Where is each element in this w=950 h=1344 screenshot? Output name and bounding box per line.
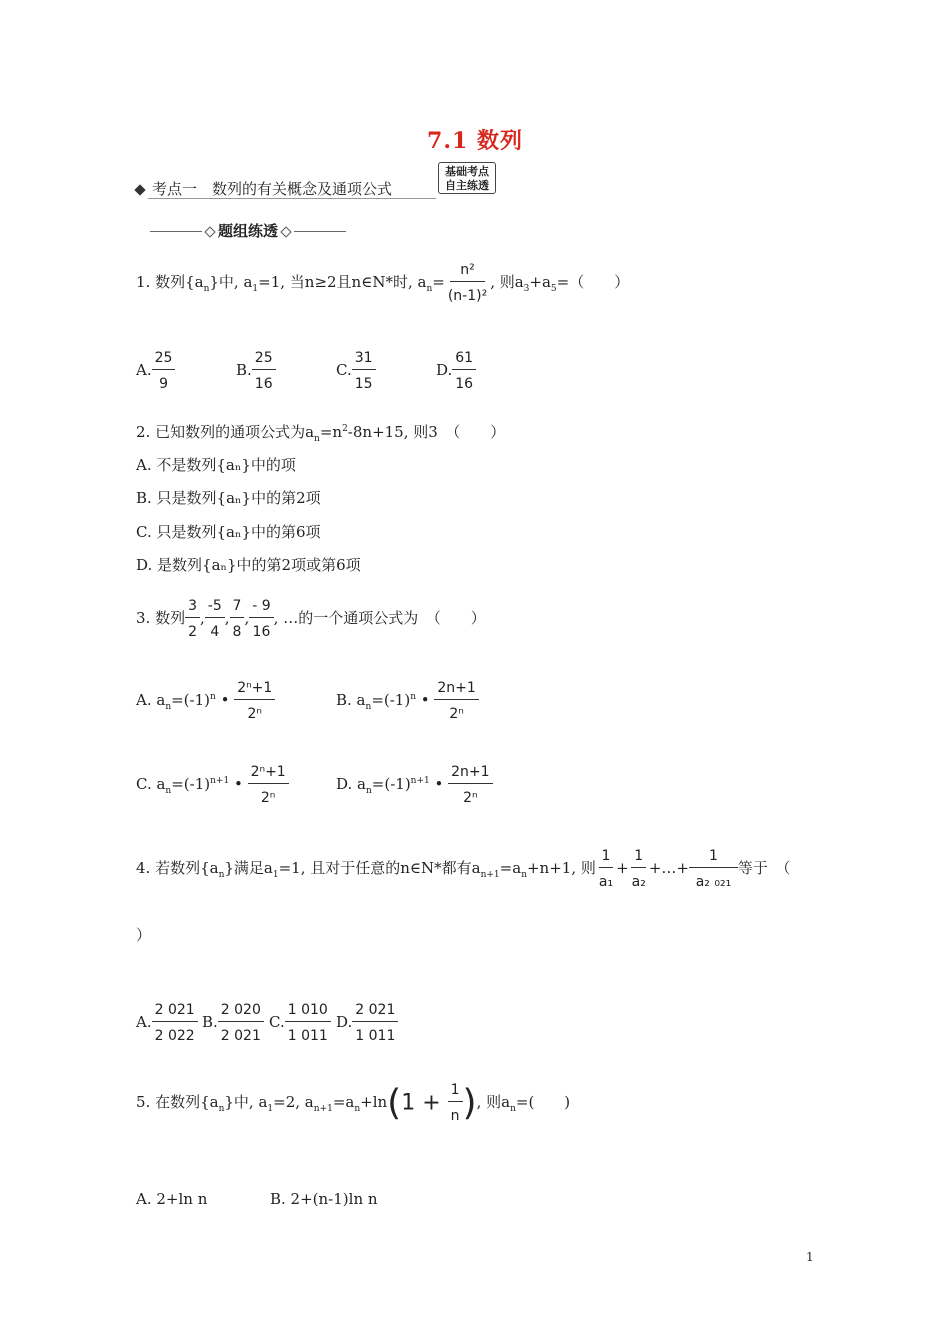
denominator: a₂ [631,874,646,890]
sup: n [210,692,216,702]
sub: 1 [252,284,259,294]
big-paren-open: ( [387,1082,402,1124]
sub: n [365,786,372,796]
q2-option-d[interactable]: D. 是数列{aₙ}中的第2项或第6项 [136,556,361,574]
q3-option-d[interactable] [336,764,493,806]
denominator: 1 011 [355,1028,396,1044]
sub: n [521,870,527,880]
q2-text: =n [319,423,343,441]
sub: 5 [550,284,557,294]
subhead-left-rule [150,231,202,232]
q4-option-d[interactable] [336,1002,398,1044]
q3-option-c[interactable] [136,764,289,806]
fraction [352,1002,398,1044]
q5-text: }中, a [224,1093,268,1111]
denominator: 1 011 [287,1028,328,1044]
sub: 3 [523,284,530,294]
fraction [230,598,245,640]
sub: n [203,284,210,294]
sub: 1 [272,870,279,880]
q4-option-b[interactable] [202,1002,264,1044]
fraction [249,598,273,640]
fraction [218,1002,264,1044]
section-heading [136,178,392,199]
q3-text: , …的一个通项公式为 （ ） [273,609,486,627]
option-label: D. a [336,775,366,793]
numerator: n² [450,262,485,282]
numerator: 2n+1 [448,764,492,784]
q5-text: +ln [360,1093,388,1111]
subhead-text: 题组练透 [218,222,279,240]
q4-text: }满足a [224,859,273,877]
q1-text: 1. 数列{a [136,273,204,291]
subheading [150,220,346,241]
q5-text: , 则a [476,1093,511,1111]
option-label: B. [202,1013,218,1031]
question-4 [136,848,790,890]
q3-option-b[interactable] [336,680,479,722]
denominator: 2 [188,624,198,640]
denominator: 9 [159,376,168,392]
fraction [448,1082,463,1124]
sub: n [426,284,433,294]
question-2 [136,421,505,444]
numerator: 1 [448,1082,463,1102]
denominator: 2 022 [154,1028,195,1044]
q1-text: , 则a [490,273,524,291]
numerator: 1 [631,848,646,868]
big-paren-close: ) [462,1082,477,1124]
numerator: 1 010 [285,1002,331,1022]
q1-option-b[interactable] [236,350,276,392]
small-diamond-icon [204,226,215,237]
q1-text: +a [529,273,551,291]
sub: n+1 [480,870,500,880]
numerator: 31 [352,350,376,370]
q4-text: 4. 若数列{a [136,859,219,877]
option-label: A. a [136,691,166,709]
sup: n+1 [410,776,430,786]
option-text: =(-1) [371,691,411,709]
sup: n+1 [210,776,230,786]
q3-text: 3. 数列 [136,609,186,627]
fraction [596,848,616,890]
page-number: 1 [806,1250,814,1264]
option-label: D. [336,1013,353,1031]
denominator: 16 [252,624,271,640]
numerator: 3 [185,598,200,618]
option-text: • [215,691,235,709]
option-label: C. a [136,775,166,793]
denominator: a₁ [598,874,614,890]
q1-text: = [432,273,445,291]
option-label: A. [136,1013,152,1031]
fraction [185,598,200,640]
fraction [285,1002,331,1044]
fraction [248,764,289,806]
sub: n [314,434,320,444]
q5-one-plus: 1 + [401,1090,448,1116]
q3-option-a[interactable] [136,680,275,722]
fraction [152,1002,198,1044]
q4-text: +…+ [648,859,689,877]
q5-text: =2, a [273,1093,314,1111]
sub: n+1 [313,1104,333,1114]
option-text: • [229,775,248,793]
q1-text: =1, 当n≥2且n∈N*时, a [258,273,427,291]
fraction [434,680,478,722]
numerator: 2 021 [152,1002,198,1022]
q2-text: 2. 已知数列的通项公式为a [136,423,315,441]
numerator: - 9 [249,598,273,618]
q1-option-d[interactable] [436,350,476,392]
fraction [445,262,490,304]
sub: n [165,702,172,712]
numerator: 25 [152,350,176,370]
q5-option-b[interactable]: B. 2+(n-1)ln n [270,1190,378,1208]
sub: n [218,1104,225,1114]
numerator: 2ⁿ+1 [248,764,289,784]
badge-line-1: 基础考点 [445,165,489,178]
small-diamond-icon [280,226,291,237]
badge [438,162,496,194]
option-label: D. [436,361,453,379]
sub: n [354,1104,361,1114]
numerator: 2 020 [218,1002,264,1022]
denominator: 2 021 [220,1028,261,1044]
sub: n [165,786,172,796]
fraction [452,350,476,392]
sub: n [218,870,225,880]
fraction [352,350,376,392]
diamond-bullet-icon [134,184,145,195]
q2-option-a[interactable]: A. 不是数列{aₙ}中的项 [136,456,296,474]
q2-option-c[interactable]: C. 只是数列{aₙ}中的第6项 [136,523,321,541]
q4-close-paren: ） [136,926,152,944]
option-text: =(-1) [171,691,210,709]
denominator: a₂ ₀₂₁ [695,874,732,890]
q1-text: }中, a [209,273,253,291]
denominator: 2ⁿ [449,706,464,722]
option-label: C. [336,361,352,379]
fraction [629,848,649,890]
denominator: 2ⁿ [260,790,276,806]
q4-text: +n+1, 则 [526,859,596,877]
badge-line-2: 自主练透 [445,179,489,192]
fraction [448,764,492,806]
q1-text: =（ ） [556,273,630,291]
q5-text: 5. 在数列{a [136,1093,219,1111]
q4-option-a[interactable] [136,1002,198,1044]
option-text: =(-1) [171,775,211,793]
numerator: 7 [230,598,245,618]
denominator: 2ⁿ [463,790,478,806]
option-label: B. [236,361,252,379]
section-underline [148,198,436,199]
sup: 2 [342,424,348,434]
numerator: 25 [252,350,276,370]
q4-text: =a [499,859,522,877]
question-5 [136,1082,570,1124]
sub: n [365,702,372,712]
numerator: 61 [452,350,476,370]
denominator: 16 [254,376,273,392]
q4-text: + [616,859,629,877]
fraction [252,350,276,392]
q5-option-a[interactable]: A. 2+ln n [136,1190,208,1208]
subhead-right-rule [294,231,346,232]
numerator: 1 [689,848,738,868]
denominator: 2ⁿ [247,706,262,722]
q5-text: =a [332,1093,355,1111]
option-text: =(-1) [371,775,411,793]
option-label: A. [136,361,152,379]
q4-text: 等于 （ [737,859,791,877]
q1-option-a[interactable] [136,350,175,392]
numerator: -5 [205,598,225,618]
page-title: 7.1 数列 [427,128,523,154]
fraction [205,598,225,640]
question-1 [136,262,629,304]
q4-option-c[interactable] [269,1002,331,1044]
sup: n [410,692,416,702]
section-heading-text: 考点一 数列的有关概念及通项公式 [152,180,393,198]
denominator: 15 [354,376,373,392]
denominator: 16 [455,376,474,392]
question-3: 3. 数列 $\frac{3}{2}$ , $\frac{-5}{4}$ , $\frac{7}{8}$ , $\frac{- 9}{16}$ , …的一个通项公式为 （ ） [136,598,486,640]
numerator: 1 [599,848,614,868]
fraction [234,680,275,722]
sub: n [510,1104,516,1114]
denominator: (n-1)² [447,288,488,304]
numerator: 2 021 [352,1002,398,1022]
q4-text: =1, 且对于任意的n∈N*都有a [278,859,481,877]
q5-text: =( ) [515,1093,571,1111]
numerator: 2ⁿ+1 [234,680,275,700]
fraction [152,350,176,392]
denominator: n [450,1108,460,1124]
denominator: 4 [210,624,220,640]
option-text: • [429,775,449,793]
numerator: 2n+1 [434,680,478,700]
option-label: B. a [336,691,366,709]
denominator: 8 [232,624,242,640]
option-text: • [416,691,435,709]
fraction [689,848,738,890]
q2-option-b[interactable]: B. 只是数列{aₙ}中的第2项 [136,489,321,507]
q2-text: -8n+15, 则3 （ ） [347,423,506,441]
option-label: C. [269,1013,285,1031]
q1-option-c[interactable] [336,350,376,392]
sub: 1 [267,1104,274,1114]
